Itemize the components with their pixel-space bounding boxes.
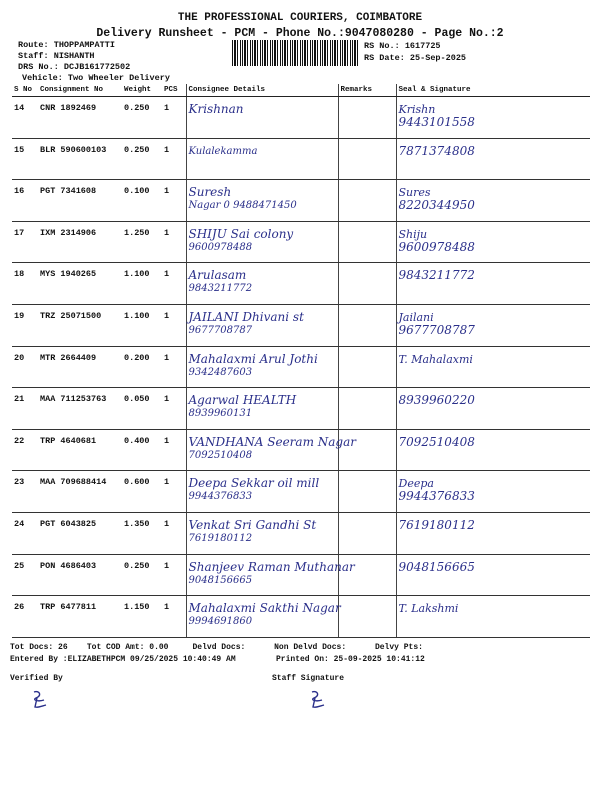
consignment-value: MYS 1940265 (40, 269, 97, 280)
consignment-cell (38, 512, 122, 554)
sno-cell (12, 512, 38, 554)
weight-value: 0.200 (124, 352, 150, 363)
sno-cell (12, 97, 38, 139)
route-line (18, 40, 115, 50)
pcs-value: 1 (164, 435, 170, 446)
remarks-cell (338, 346, 396, 388)
sno-cell (12, 180, 38, 222)
pcs-cell (162, 263, 186, 305)
weight-cell (122, 138, 162, 180)
weight-value: 1.250 (124, 227, 150, 238)
consignee-cell (186, 429, 356, 471)
seal-cell (396, 554, 590, 596)
sno-value: 21 (14, 394, 25, 405)
sno-cell (12, 138, 38, 180)
sno-cell (12, 304, 38, 346)
consignment-cell (38, 596, 122, 638)
seal-signature: Krishn (398, 103, 436, 116)
seal-signature: T. Lakshmi (398, 602, 459, 616)
table-row (12, 346, 590, 388)
consignee-cell (186, 97, 338, 139)
col-consignee: Consignee Details (186, 84, 338, 97)
tot-docs-value: 26 (58, 643, 68, 652)
consignee-name: Deepa Sekkar oil mill (188, 476, 320, 491)
table-row (12, 471, 590, 513)
consignee-extra: 8939960131 (188, 408, 253, 420)
seal-phone: 8220344950 (398, 198, 475, 213)
seal-phone: 9600978488 (398, 239, 475, 254)
consignment-value: PGT 6043825 (40, 518, 97, 529)
pcs-value: 1 (164, 560, 170, 571)
weight-cell (122, 346, 162, 388)
weight-cell (122, 429, 162, 471)
consignee-name: Mahalaxmi Sakthi Nagar (188, 601, 341, 616)
drs-label: DRS No.: (18, 62, 59, 72)
pcs-cell (162, 346, 186, 388)
seal-signature: Jailani (398, 310, 434, 324)
sno-cell (12, 263, 38, 305)
seal-cell (396, 97, 590, 139)
pcs-value: 1 (164, 186, 170, 197)
col-seal-signature: Seal & Signature (396, 84, 590, 97)
consignment-cell (38, 554, 122, 596)
seal-signature: Shiju (398, 227, 428, 241)
consignment-value: MAA 711253763 (40, 394, 107, 405)
consignee-extra: 9600978488 (188, 241, 253, 253)
verified-by-label: Verified By (10, 674, 63, 683)
seal-signature: T. Mahalaxmi (398, 352, 473, 366)
sno-value: 24 (14, 518, 25, 529)
drs-line (18, 62, 130, 72)
sno-cell (12, 471, 38, 513)
staff-signature-icon (306, 688, 332, 710)
consignee-name: VANDHANA Seeram Nagar (188, 434, 356, 449)
consignee-cell (186, 138, 338, 180)
drs-value: DCJB161772502 (63, 62, 131, 72)
seal-phone: 7092510408 (398, 434, 475, 449)
consignee-cell (186, 512, 338, 554)
pcs-value: 1 (164, 227, 170, 238)
sno-value: 23 (14, 477, 25, 488)
consignee-name: JAILANI Dhivani st (188, 309, 304, 324)
rs-no-label: RS No.: (364, 41, 400, 51)
sno-cell (12, 346, 38, 388)
staff-label: Staff: (18, 51, 49, 61)
consignee-name: Suresh (188, 185, 232, 200)
weight-value: 1.100 (124, 269, 150, 280)
weight-cell (122, 180, 162, 222)
table-row (12, 512, 590, 554)
consignment-value: TRZ 25071500 (40, 310, 102, 321)
seal-cell (396, 263, 590, 305)
col-remarks: Remarks (338, 84, 396, 97)
table-row (12, 221, 590, 263)
consignment-cell (38, 97, 122, 139)
consignee-name: SHIJU Sai colony (188, 226, 294, 241)
weight-cell (122, 304, 162, 346)
consignment-value: MTR 2664409 (40, 352, 97, 363)
tot-docs-label: Tot Docs: (10, 643, 54, 652)
consignee-extra: 9342487603 (188, 366, 253, 378)
consignee-extra: 7092510408 (188, 449, 253, 461)
weight-value: 1.100 (124, 310, 150, 321)
consignment-cell (38, 471, 122, 513)
consignee-cell (186, 221, 338, 263)
col-weight: Weight (122, 84, 162, 97)
consignee-cell (186, 180, 338, 222)
weight-value: 0.400 (124, 435, 150, 446)
table-row (12, 97, 590, 139)
consignment-value: PGT 7341608 (40, 186, 97, 197)
consignee-extra: 7619180112 (188, 532, 253, 544)
consignment-cell (38, 304, 122, 346)
seal-phone: 9677708787 (398, 322, 475, 337)
weight-cell (122, 388, 162, 430)
consignment-cell (38, 138, 122, 180)
sno-value: 14 (14, 103, 25, 113)
weight-value: 0.100 (124, 186, 150, 197)
sno-value: 18 (14, 269, 25, 280)
pcs-value: 1 (164, 518, 170, 529)
staff-signature-label: Staff Signature (272, 674, 345, 683)
table-row (12, 388, 590, 430)
consignee-extra: Kulalekamma (188, 145, 258, 157)
weight-cell (122, 512, 162, 554)
pcs-value: 1 (164, 144, 170, 155)
runsheet-table (12, 84, 590, 638)
sno-value: 22 (14, 435, 25, 446)
pcs-cell (162, 97, 186, 139)
pcs-cell (162, 429, 186, 471)
sno-value: 15 (14, 144, 25, 155)
pcs-cell (162, 221, 186, 263)
pcs-cell (162, 554, 186, 596)
pcs-cell (162, 388, 186, 430)
weight-value: 0.600 (124, 477, 150, 488)
col-consignment: Consignment No (38, 84, 122, 97)
remarks-cell (338, 138, 396, 180)
weight-cell (122, 554, 162, 596)
consignment-value: BLR 590600103 (40, 144, 107, 155)
table-row (12, 554, 590, 596)
seal-cell (396, 388, 590, 430)
consignment-value: MAA 709688414 (40, 477, 107, 488)
vehicle-value: Two Wheeler Delivery (67, 73, 170, 83)
weight-cell (122, 596, 162, 638)
seal-signature: Deepa (398, 477, 434, 491)
route-label: Route: (18, 40, 49, 50)
consignee-extra: Nagar 0 9488471450 (188, 200, 297, 212)
consignee-name: Arulasam (188, 268, 247, 283)
pcs-cell (162, 304, 186, 346)
consignment-cell (38, 221, 122, 263)
pcs-cell (162, 471, 186, 513)
consignee-cell (186, 304, 338, 346)
sno-cell (12, 221, 38, 263)
vehicle-label: Vehicle: (22, 73, 63, 83)
delvy-pts-label: Delvy Pts: (374, 643, 423, 652)
consignee-name: Shanjeev Raman Muthanar (188, 559, 355, 574)
weight-cell (122, 263, 162, 305)
seal-cell (396, 512, 590, 554)
consignee-extra: 9994691860 (188, 616, 253, 628)
seal-phone: 9944376833 (398, 489, 475, 504)
tot-cod-value: 0.00 (149, 643, 169, 652)
vehicle-line (22, 73, 170, 83)
remarks-cell (338, 97, 396, 139)
consignment-value: TRP 4640681 (40, 435, 97, 446)
consignee-extra: 9677708787 (188, 324, 253, 336)
weight-cell (122, 97, 162, 139)
col-pcs: PCS (162, 84, 186, 97)
sno-value: 19 (14, 310, 25, 321)
consignee-cell (186, 263, 338, 305)
pcs-value: 1 (164, 394, 170, 405)
consignment-cell (38, 346, 122, 388)
seal-phone: 9048156665 (398, 559, 475, 574)
route-value: THOPPAMPATTI (53, 40, 115, 50)
delvd-docs-label: Delvd Docs: (192, 643, 246, 652)
seal-cell (396, 180, 590, 222)
consignee-name: Venkat Sri Gandhi St (188, 517, 317, 532)
pcs-cell (162, 512, 186, 554)
pcs-value: 1 (164, 352, 170, 363)
table-row (12, 138, 590, 180)
table-row (12, 263, 590, 305)
consignment-value: CNR 1892469 (40, 103, 97, 113)
seal-cell (396, 471, 590, 513)
pcs-value: 1 (164, 269, 170, 280)
table-header-row (12, 84, 590, 97)
rs-date-value: 25-Sep-2025 (409, 53, 467, 63)
seal-cell (396, 429, 590, 471)
pcs-value: 1 (164, 602, 170, 613)
sno-value: 25 (14, 560, 25, 571)
seal-phone: 8939960220 (398, 393, 475, 408)
table-row (12, 429, 590, 471)
footer-totals (10, 643, 423, 652)
pcs-cell (162, 138, 186, 180)
sno-value: 20 (14, 352, 25, 363)
weight-cell (122, 221, 162, 263)
weight-cell (122, 471, 162, 513)
remarks-cell (338, 263, 396, 305)
col-sno: S No (12, 84, 38, 97)
consignment-cell (38, 429, 122, 471)
consignee-name: Agarwal HEALTH (188, 393, 297, 408)
non-delvd-label: Non Delvd Docs: (274, 643, 347, 652)
remarks-cell (338, 512, 396, 554)
rs-date-label: RS Date: (364, 53, 405, 63)
seal-signature: Sures (398, 186, 431, 200)
remarks-cell (338, 304, 396, 346)
staff-line (18, 51, 95, 61)
consignee-cell (186, 388, 338, 430)
remarks-cell (338, 388, 396, 430)
pcs-value: 1 (164, 103, 170, 113)
tot-cod-label: Tot COD Amt: (86, 643, 145, 652)
table-row (12, 180, 590, 222)
rs-no-value: 1617725 (404, 41, 441, 51)
consignment-cell (38, 180, 122, 222)
staff-value: NISHANTH (53, 51, 95, 61)
sno-value: 26 (14, 602, 25, 613)
weight-value: 1.150 (124, 602, 150, 613)
table-row (12, 304, 590, 346)
seal-phone: 9843211772 (398, 268, 475, 283)
pcs-cell (162, 596, 186, 638)
company-name: THE PROFESSIONAL COURIERS, COIMBATORE (177, 12, 423, 24)
consignee-cell (186, 346, 338, 388)
seal-phone: 7619180112 (398, 517, 475, 532)
sno-cell (12, 388, 38, 430)
sno-cell (12, 429, 38, 471)
seal-phone: 9443101558 (398, 115, 475, 129)
remarks-cell (338, 596, 396, 638)
seal-cell (396, 596, 590, 638)
seal-cell (396, 304, 590, 346)
table-row (12, 596, 590, 638)
pcs-cell (162, 180, 186, 222)
consignment-cell (38, 388, 122, 430)
entered-by: Entered By :ELIZABETHPCM 09/25/2025 10:40:49 AM (10, 655, 236, 664)
remarks-cell (338, 221, 396, 263)
consignee-name: Mahalaxmi Arul Jothi (188, 351, 318, 366)
runsheet-title: Delivery Runsheet - PCM - Phone No.:9047080280 - Page No.:2 (96, 27, 504, 40)
sno-value: 16 (14, 186, 25, 197)
consignee-extra: 9048156665 (188, 574, 253, 586)
seal-cell (396, 221, 590, 263)
consignment-cell (38, 263, 122, 305)
consignment-value: PON 4686403 (40, 560, 97, 571)
sno-cell (12, 596, 38, 638)
consignee-cell (186, 554, 355, 596)
barcode (232, 40, 360, 66)
printed-on: Printed On: 25-09-2025 10:41:12 (276, 655, 425, 664)
weight-value: 0.050 (124, 394, 150, 405)
verified-signature-icon (28, 688, 54, 710)
seal-phone: 7871374808 (398, 143, 475, 158)
remarks-cell (338, 180, 396, 222)
consignee-cell (186, 596, 341, 638)
consignee-cell (186, 471, 338, 513)
remarks-cell (338, 471, 396, 513)
consignee-extra: 9843211772 (188, 283, 253, 295)
weight-value: 0.250 (124, 103, 150, 113)
pcs-value: 1 (164, 310, 170, 321)
weight-value: 0.250 (124, 144, 150, 155)
consignee-name: Krishnan (188, 102, 244, 116)
consignee-extra: 9944376833 (188, 491, 253, 503)
rs-date-line (364, 53, 466, 63)
pcs-value: 1 (164, 477, 170, 488)
rs-no-line (364, 41, 441, 51)
consignment-value: TRP 6477811 (40, 602, 97, 613)
weight-value: 0.250 (124, 560, 150, 571)
sno-cell (12, 554, 38, 596)
consignment-value: IXM 2314906 (40, 227, 97, 238)
seal-cell (396, 138, 590, 180)
weight-value: 1.350 (124, 518, 150, 529)
sno-value: 17 (14, 227, 25, 238)
seal-cell (396, 346, 590, 388)
